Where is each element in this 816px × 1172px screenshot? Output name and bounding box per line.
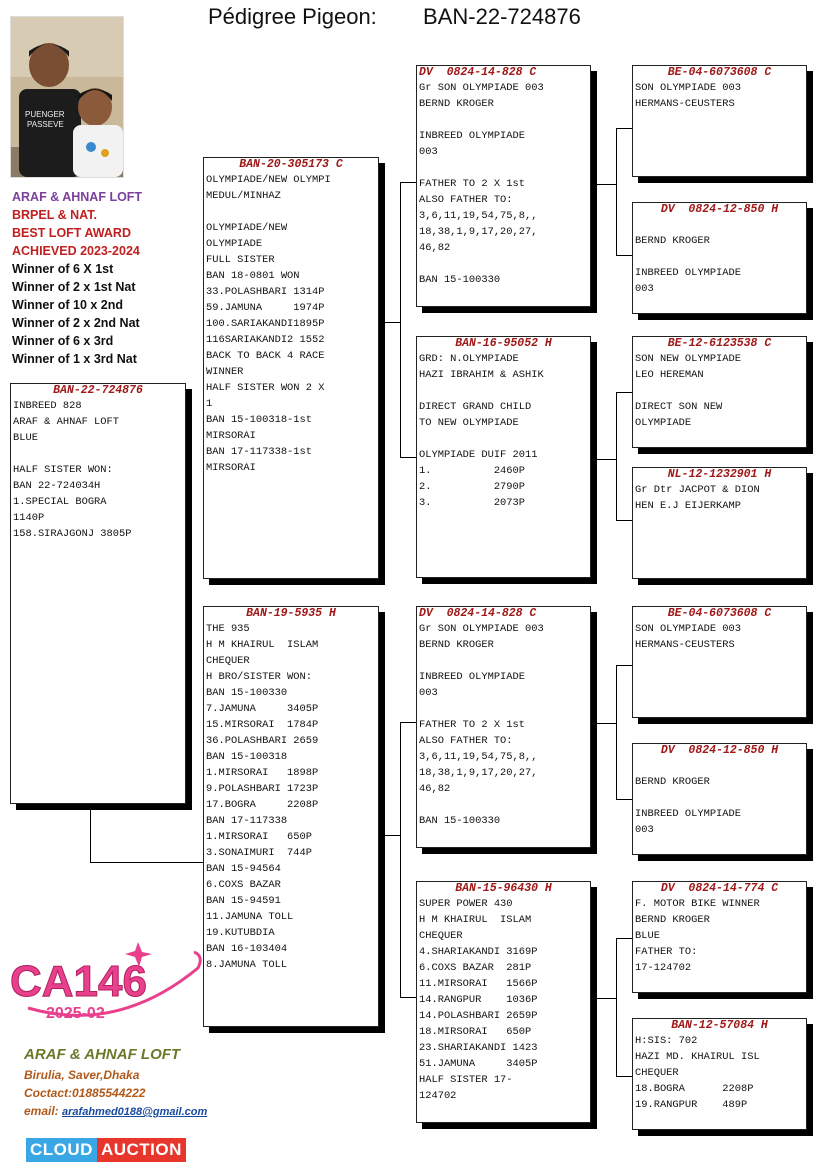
loft-line: Winner of 2 x 1st Nat (12, 280, 136, 294)
loft-line: BRPEL & NAT. (12, 208, 97, 222)
ring-number: DV 0824-12-850 H (660, 744, 779, 757)
ca-logo-text: CA146 (10, 957, 147, 1006)
footer-contact: Coctact:01885544222 (24, 1086, 146, 1100)
connector (616, 128, 617, 255)
box-notes: SUPER POWER 430 H M KHAIRUL ISLAM CHEQUER 4.SHARIAKANDI 3169P 6.COXS BAZAR 281P 11.MIRSORAI 1566P 14.RANGPUR 1036P 14.POLASHBARI 2659P 18.MIRSORAI 650P 23.SHARIAKANDI 1423 51.JAMUNA 3405P HALF SISTER 17- 124702 (419, 898, 538, 1102)
box-notes: Gr SON OLYMPIADE 003 BERND KROGER INBREED OLYMPIADE 003 FATHER TO 2 X 1st ALSO FATHER TO: 3,6,11,19,54,75,8,, 18,38,1,9,17,20,27, 46,82 BAN 15-100330 (419, 623, 544, 827)
connector (90, 862, 203, 863)
loft-line: ARAF & AHNAF LOFT (12, 190, 143, 204)
footer-loft-name: ARAF & AHNAF LOFT (24, 1046, 181, 1063)
connector (400, 997, 416, 998)
page-title (208, 4, 581, 30)
connector (616, 255, 632, 256)
loft-achievements (12, 188, 142, 368)
connector (400, 182, 416, 183)
connector (90, 808, 91, 863)
pedigree-box-ssd (632, 202, 807, 314)
ring-number: BE-04-6073608 C (667, 607, 772, 620)
ring-number: DV 0824-14-828 C (419, 66, 537, 79)
contact-footer (24, 1046, 207, 1121)
pedigree-box-dam-dam (416, 881, 591, 1123)
connector (616, 665, 632, 666)
ring-number: BAN-22-724876 (53, 384, 143, 397)
connector (384, 835, 400, 836)
loft-line: Winner of 1 x 3rd Nat (12, 352, 137, 366)
cloud-auction-logo (26, 1138, 186, 1162)
ring-number: BE-12-6123538 C (667, 337, 772, 350)
loft-line: Winner of 6 x 3rd (12, 334, 114, 348)
footer-email-label: email: (24, 1104, 59, 1118)
connector (400, 722, 401, 998)
connector (384, 322, 400, 323)
svg-text:PUENGER: PUENGER (25, 110, 65, 119)
pedigree-box-dam-sire (416, 606, 591, 848)
loft-line: ACHIEVED 2023-2024 (12, 244, 140, 258)
connector (616, 392, 617, 520)
box-notes: BERND KROGER INBREED OLYMPIADE 003 (635, 235, 742, 295)
ring-number: DV 0824-14-828 C (419, 607, 537, 620)
connector (596, 184, 616, 185)
loft-line: BEST LOFT AWARD (12, 226, 131, 240)
box-notes: SON OLYMPIADE 003 HERMANS-CEUSTERS (635, 623, 742, 651)
pedigree-box-sdd (632, 467, 807, 579)
box-notes: H:SIS: 702 HAZI MD. KHAIRUL ISL CHEQUER 18.BOGRA 2208P 19.RANGPUR 489P (635, 1035, 760, 1111)
connector (616, 392, 632, 393)
box-notes: INBREED 828 ARAF & AHNAF LOFT BLUE HALF SISTER WON: BAN 22-724034H 1.SPECIAL BOGRA 1140P 158.SIRAJGONJ 3805P (13, 400, 132, 540)
pedigree-box-dam (203, 606, 379, 1027)
connector (596, 998, 616, 999)
loft-line: Winner of 2 x 2nd Nat (12, 316, 140, 330)
ring-number: BAN-19-5935 H (246, 607, 336, 620)
pedigree-box-dss (632, 606, 807, 718)
box-notes: THE 935 H M KHAIRUL ISLAM CHEQUER H BRO/SISTER WON: BAN 15-100330 7.JAMUNA 3405P 15.MIRSORAI 1784P 36.POLASHBARI 2659 BAN 15-100318 1.MIRSORAI 1898P 9.POLASHBARI 1723P 17.BOGRA 2208P BAN 17-117338 1.MIRSORAI 650P 3.SONAIMURI 744P BAN 15-94564 6.COXS BAZAR BAN 15-94591 11.JAMUNA TOLL 19.KUTUBDIA BAN 16-103404 8.JAMUNA TOLL (206, 623, 319, 971)
pedigree-box-sire-dam (416, 336, 591, 578)
ca-logo-subtext: 2025-02 (46, 1005, 105, 1022)
title-label: Pédigree Pigeon: (208, 4, 377, 29)
pedigree-box-sds (632, 336, 807, 448)
box-notes: F. MOTOR BIKE WINNER BERND KROGER BLUE FATHER TO: 17-124702 (635, 898, 760, 974)
title-ring: BAN-22-724876 (423, 4, 581, 29)
footer-address: Birulia, Saver,Dhaka (24, 1068, 140, 1082)
connector (616, 128, 632, 129)
box-notes: SON NEW OLYMPIADE LEO HEREMAN DIRECT SON NEW OLYMPIADE (635, 353, 742, 429)
connector (616, 665, 617, 799)
box-notes: OLYMPIADE/NEW OLYMPI MEDUL/MINHAZ OLYMPIADE/NEW OLYMPIADE FULL SISTER BAN 18-0801 WON 33.POLASHBARI 1314P 59.JAMUNA 1974P 100.SARIAKANDI1895P 116SARIAKANDI2 1552 BACK TO BACK 4 RACE WINNER HALF SISTER WON 2 X 1 BAN 15-100318-1st MIRSORAI BAN 17-117338-1st MIRSORAI (206, 174, 331, 474)
connector (596, 723, 616, 724)
ring-number: BAN-16-95052 H (455, 337, 552, 350)
box-notes: GRD: N.OLYMPIADE HAZI IBRAHIM & ASHIK DIRECT GRAND CHILD TO NEW OLYMPIADE OLYMPIADE DUIF 2011 1. 2460P 2. 2790P 3. 2073P (419, 353, 544, 509)
box-notes: BERND KROGER INBREED OLYMPIADE 003 (635, 776, 742, 836)
loft-line: Winner of 6 X 1st (12, 262, 114, 276)
pedigree-box-dds (632, 881, 807, 993)
ring-number: NL-12-1232901 H (667, 468, 772, 481)
loft-line: Winner of 10 x 2nd (12, 298, 124, 312)
ring-number: BE-04-6073608 C (667, 66, 772, 79)
connector (616, 938, 632, 939)
svg-text:PASSEVE: PASSEVE (27, 120, 64, 129)
connector (616, 799, 632, 800)
cloud-auction-part2: AUCTION (97, 1138, 186, 1162)
footer-email-link[interactable]: arafahmed0188@gmail.com (62, 1106, 208, 1118)
pedigree-box-main (10, 383, 186, 804)
ring-number: BAN-20-305173 C (239, 158, 343, 171)
pedigree-box-sire-sire (416, 65, 591, 307)
ring-number: DV 0824-12-850 H (660, 203, 779, 216)
connector (400, 182, 401, 458)
ring-number: DV 0824-14-774 C (660, 882, 779, 895)
connector (616, 520, 632, 521)
box-notes: SON OLYMPIADE 003 HERMANS-CEUSTERS (635, 82, 742, 110)
cloud-auction-part1: CLOUD (26, 1138, 97, 1162)
ring-number: BAN-12-57084 H (671, 1019, 768, 1032)
connector (616, 1076, 632, 1077)
footer-email-row (24, 1102, 207, 1121)
owner-photo (10, 16, 124, 178)
pedigree-box-sire (203, 157, 379, 579)
pedigree-box-sss (632, 65, 807, 177)
box-notes: Gr SON OLYMPIADE 003 BERND KROGER INBREED OLYMPIADE 003 FATHER TO 2 X 1st ALSO FATHER TO: 3,6,11,19,54,75,8,, 18,38,1,9,17,20,27, 46,82 BAN 15-100330 (419, 82, 544, 286)
pedigree-box-dsd (632, 743, 807, 855)
box-notes: Gr Dtr JACPOT & DION HEN E.J EIJERKAMP (635, 484, 760, 512)
connector (596, 459, 616, 460)
connector (616, 938, 617, 1076)
ca146-logo (8, 938, 208, 1028)
pedigree-box-ddd (632, 1018, 807, 1130)
ring-number: BAN-15-96430 H (455, 882, 552, 895)
connector (400, 722, 416, 723)
connector (400, 457, 416, 458)
